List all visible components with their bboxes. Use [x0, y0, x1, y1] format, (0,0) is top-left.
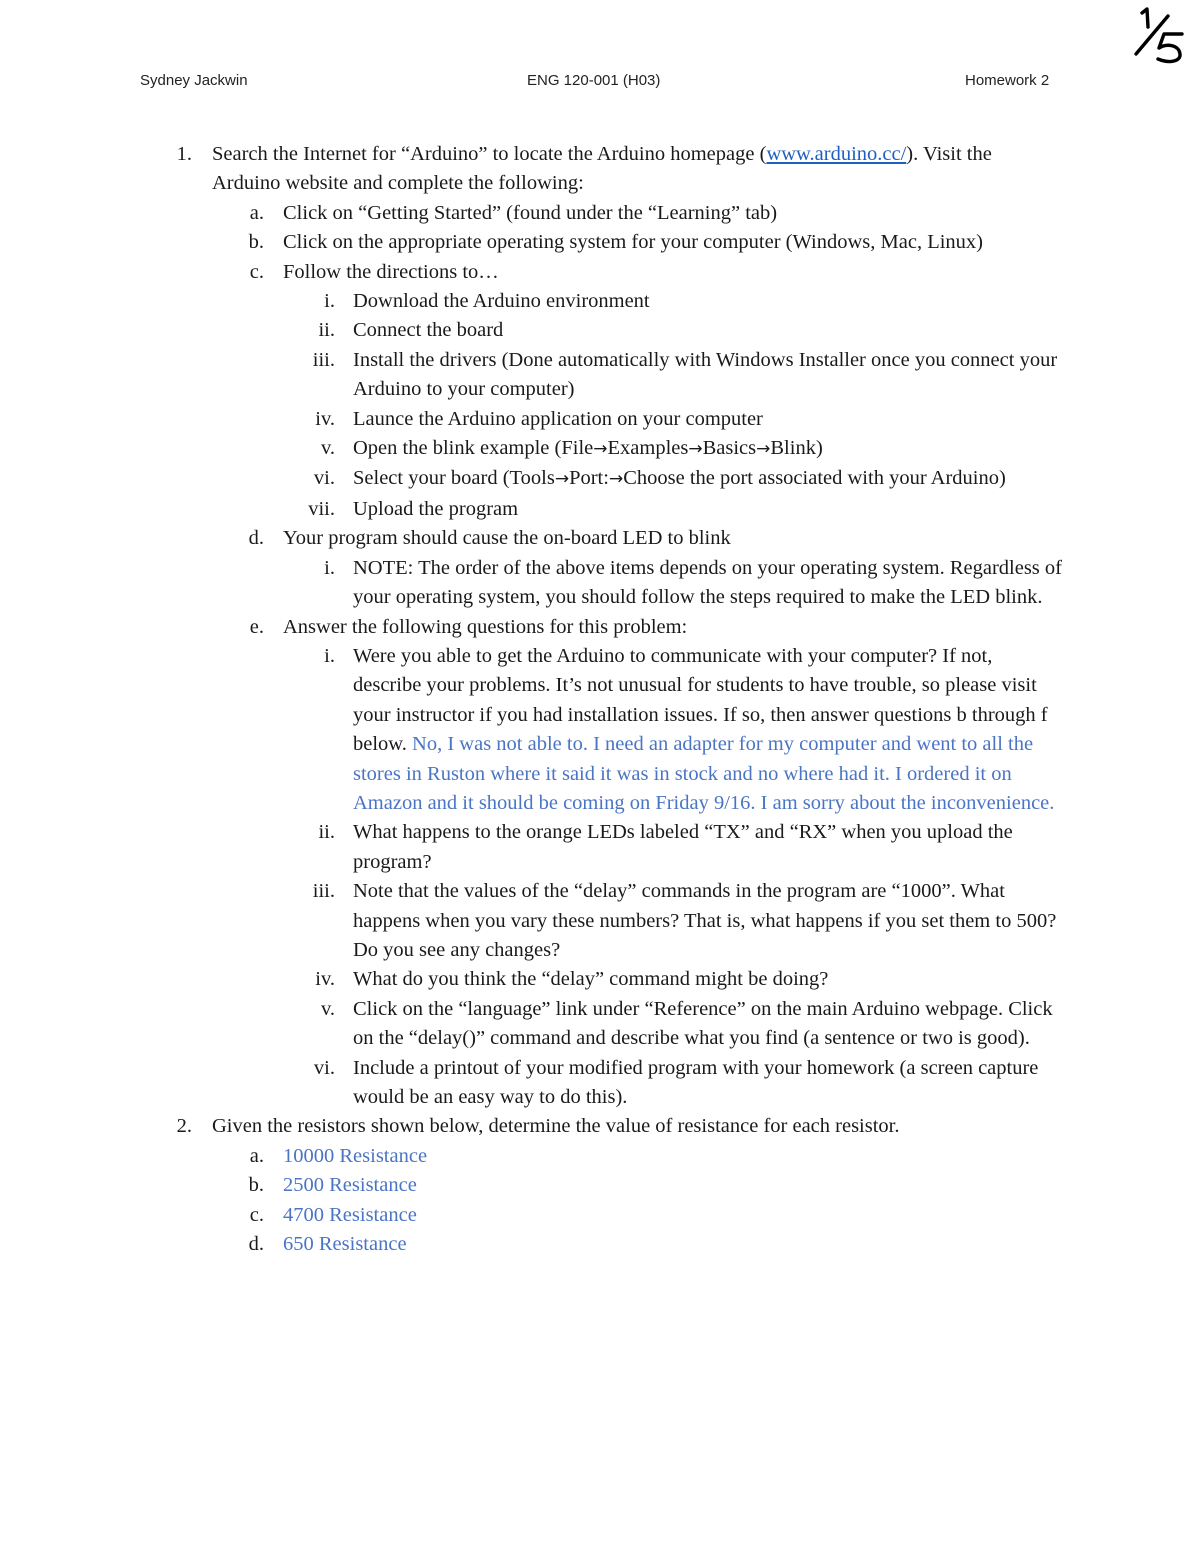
substep-text — [353, 434, 1063, 464]
substep-e-iii — [0, 877, 1200, 965]
substep-text: Upload the program — [353, 497, 519, 520]
list-marker: d. — [248, 1233, 264, 1256]
step-text: Click on “Getting Started” (found under the “Learning” tab) — [283, 201, 778, 224]
list-marker: vii. — [308, 497, 335, 520]
menu-path-examples: Examples — [607, 437, 689, 460]
question-text: Were you able to get the Arduino to communicate with your computer? If not, describe your problems. It’s not unusual for students to have trouble, so please visit your instructor if you had installation issues. If so, then answer questions b through f below. — [353, 644, 1048, 756]
question-2 — [0, 1112, 1200, 1141]
arrow-right-icon: → — [608, 469, 624, 490]
substep-text: Note that the values of the “delay” commands in the program are “1000”. What happens when you vary these numbers? That is, what happens if you set them to 500? Do you see any changes? — [353, 880, 1057, 961]
question-number: 1. — [176, 143, 192, 165]
substep-c-vii — [0, 495, 1200, 524]
question-2-text: Given the resistors shown below, determine the value of resistance for each resistor. — [212, 1115, 900, 1138]
question-1-text-start: Search the Internet for “Arduino” to locate the Arduino homepage ( — [212, 143, 767, 165]
list-marker: b. — [248, 1174, 264, 1197]
arduino-link[interactable]: www.arduino.cc/ — [766, 143, 907, 165]
list-marker: iv. — [315, 407, 335, 430]
list-marker: i. — [324, 290, 335, 313]
arrow-right-icon: → — [756, 439, 771, 460]
substep-text: Connect the board — [353, 319, 504, 342]
substep-text: Include a printout of your modified program with your homework (a screen capture would be an easy way to do this). — [353, 1056, 1039, 1108]
substep-c-ii — [0, 316, 1200, 345]
substep-text: What do you think the “delay” command might be doing? — [353, 968, 829, 991]
list-marker: iii. — [312, 880, 335, 903]
question-1 — [0, 140, 1200, 199]
arrow-right-icon: → — [688, 439, 703, 460]
step-text: Answer the following questions for this problem: — [283, 615, 688, 638]
student-answer: 650 Resistance — [283, 1233, 407, 1256]
list-marker: ii. — [318, 821, 335, 844]
list-marker: a. — [249, 201, 264, 224]
student-answer: 2500 Resistance — [283, 1174, 417, 1197]
list-marker: b. — [248, 231, 264, 254]
question-1-text-end: ). Visit the Arduino website and complete the following: — [212, 143, 992, 195]
step-c — [0, 258, 1200, 287]
substep-c-iii — [0, 346, 1200, 405]
substep-text: Launce the Arduino application on your computer — [353, 407, 763, 430]
resistor-answer-a — [0, 1142, 1200, 1171]
step-a — [0, 199, 1200, 228]
menu-path-choose-port: Choose the port associated with your Arduino) — [623, 467, 1006, 490]
resistor-answer-d — [0, 1230, 1200, 1259]
student-answer: No, I was not able to. I need an adapter for my computer and went to all the stores in Ruston where it said it was in stock and no where had it. I ordered it on Amazon and it should be coming on Friday 9/16. I am sorry about the inconvenience. — [353, 733, 1055, 814]
assignment-title: Homework 2 — [965, 72, 1050, 89]
step-b — [0, 228, 1200, 257]
substep-text — [353, 464, 1063, 494]
menu-path-port: Port: — [569, 467, 609, 490]
document-body — [0, 140, 1200, 1259]
list-marker: i. — [324, 644, 335, 667]
menu-path-basics: Basics — [702, 437, 757, 460]
substep-e-ii — [0, 818, 1200, 877]
step-text: Click on the appropriate operating system for your computer (Windows, Mac, Linux) — [283, 231, 983, 254]
menu-path-tools: Select your board (Tools — [353, 467, 555, 490]
arrow-right-icon: → — [593, 439, 608, 460]
substep-c-i — [0, 287, 1200, 316]
menu-path-blink: Blink) — [770, 437, 823, 460]
student-answer: 10000 Resistance — [283, 1144, 428, 1167]
list-marker: iv. — [315, 968, 335, 991]
list-marker: v. — [320, 437, 335, 460]
substep-e-i — [0, 642, 1200, 818]
substep-e-vi — [0, 1054, 1200, 1113]
resistor-answer-b — [0, 1171, 1200, 1200]
substep-c-v — [0, 434, 1200, 464]
handwritten-grade-mark — [1128, 4, 1188, 66]
list-marker: i. — [324, 556, 335, 579]
list-marker: vi. — [313, 467, 335, 490]
list-marker: v. — [320, 997, 335, 1020]
menu-path-file: Open the blink example (File — [353, 437, 594, 460]
substep-text: Install the drivers (Done automatically with Windows Installer once you connect your Arduino to your computer) — [353, 348, 1058, 401]
list-marker: d. — [248, 527, 264, 550]
student-answer: 4700 Resistance — [283, 1203, 417, 1226]
list-marker: iii. — [312, 348, 335, 371]
list-marker: c. — [249, 260, 264, 283]
substep-e-v — [0, 995, 1200, 1054]
list-marker: a. — [249, 1144, 264, 1167]
course-code: ENG 120-001 (H03) — [527, 72, 661, 89]
step-d — [0, 524, 1200, 553]
substep-c-iv — [0, 405, 1200, 434]
resistor-answer-c — [0, 1201, 1200, 1230]
list-marker: c. — [249, 1203, 264, 1226]
question-1-text — [212, 140, 1062, 199]
question-number: 2. — [176, 1115, 192, 1138]
list-marker: vi. — [313, 1056, 335, 1079]
substep-text — [353, 642, 1063, 818]
arrow-right-icon: → — [554, 469, 570, 490]
step-e — [0, 613, 1200, 642]
substep-c-vi — [0, 464, 1200, 494]
substep-d-i — [0, 554, 1200, 613]
step-text: Your program should cause the on-board LED to blink — [283, 527, 731, 550]
substep-text: What happens to the orange LEDs labeled “TX” and “RX” when you upload the program? — [353, 821, 1013, 873]
list-marker: ii. — [318, 319, 335, 342]
list-marker: e. — [249, 615, 264, 638]
step-text: Follow the directions to… — [283, 260, 499, 283]
student-name: Sydney Jackwin — [140, 72, 248, 89]
note-text: NOTE: The order of the above items depends on your operating system. Regardless of your operating system, you should follow the steps required to make the LED blink. — [353, 556, 1062, 609]
substep-text: Download the Arduino environment — [353, 290, 650, 313]
substep-text: Click on the “language” link under “Reference” on the main Arduino webpage. Click on the “delay()” command and describe what you find (a sentence or two is good). — [353, 997, 1053, 1050]
substep-e-iv — [0, 965, 1200, 994]
